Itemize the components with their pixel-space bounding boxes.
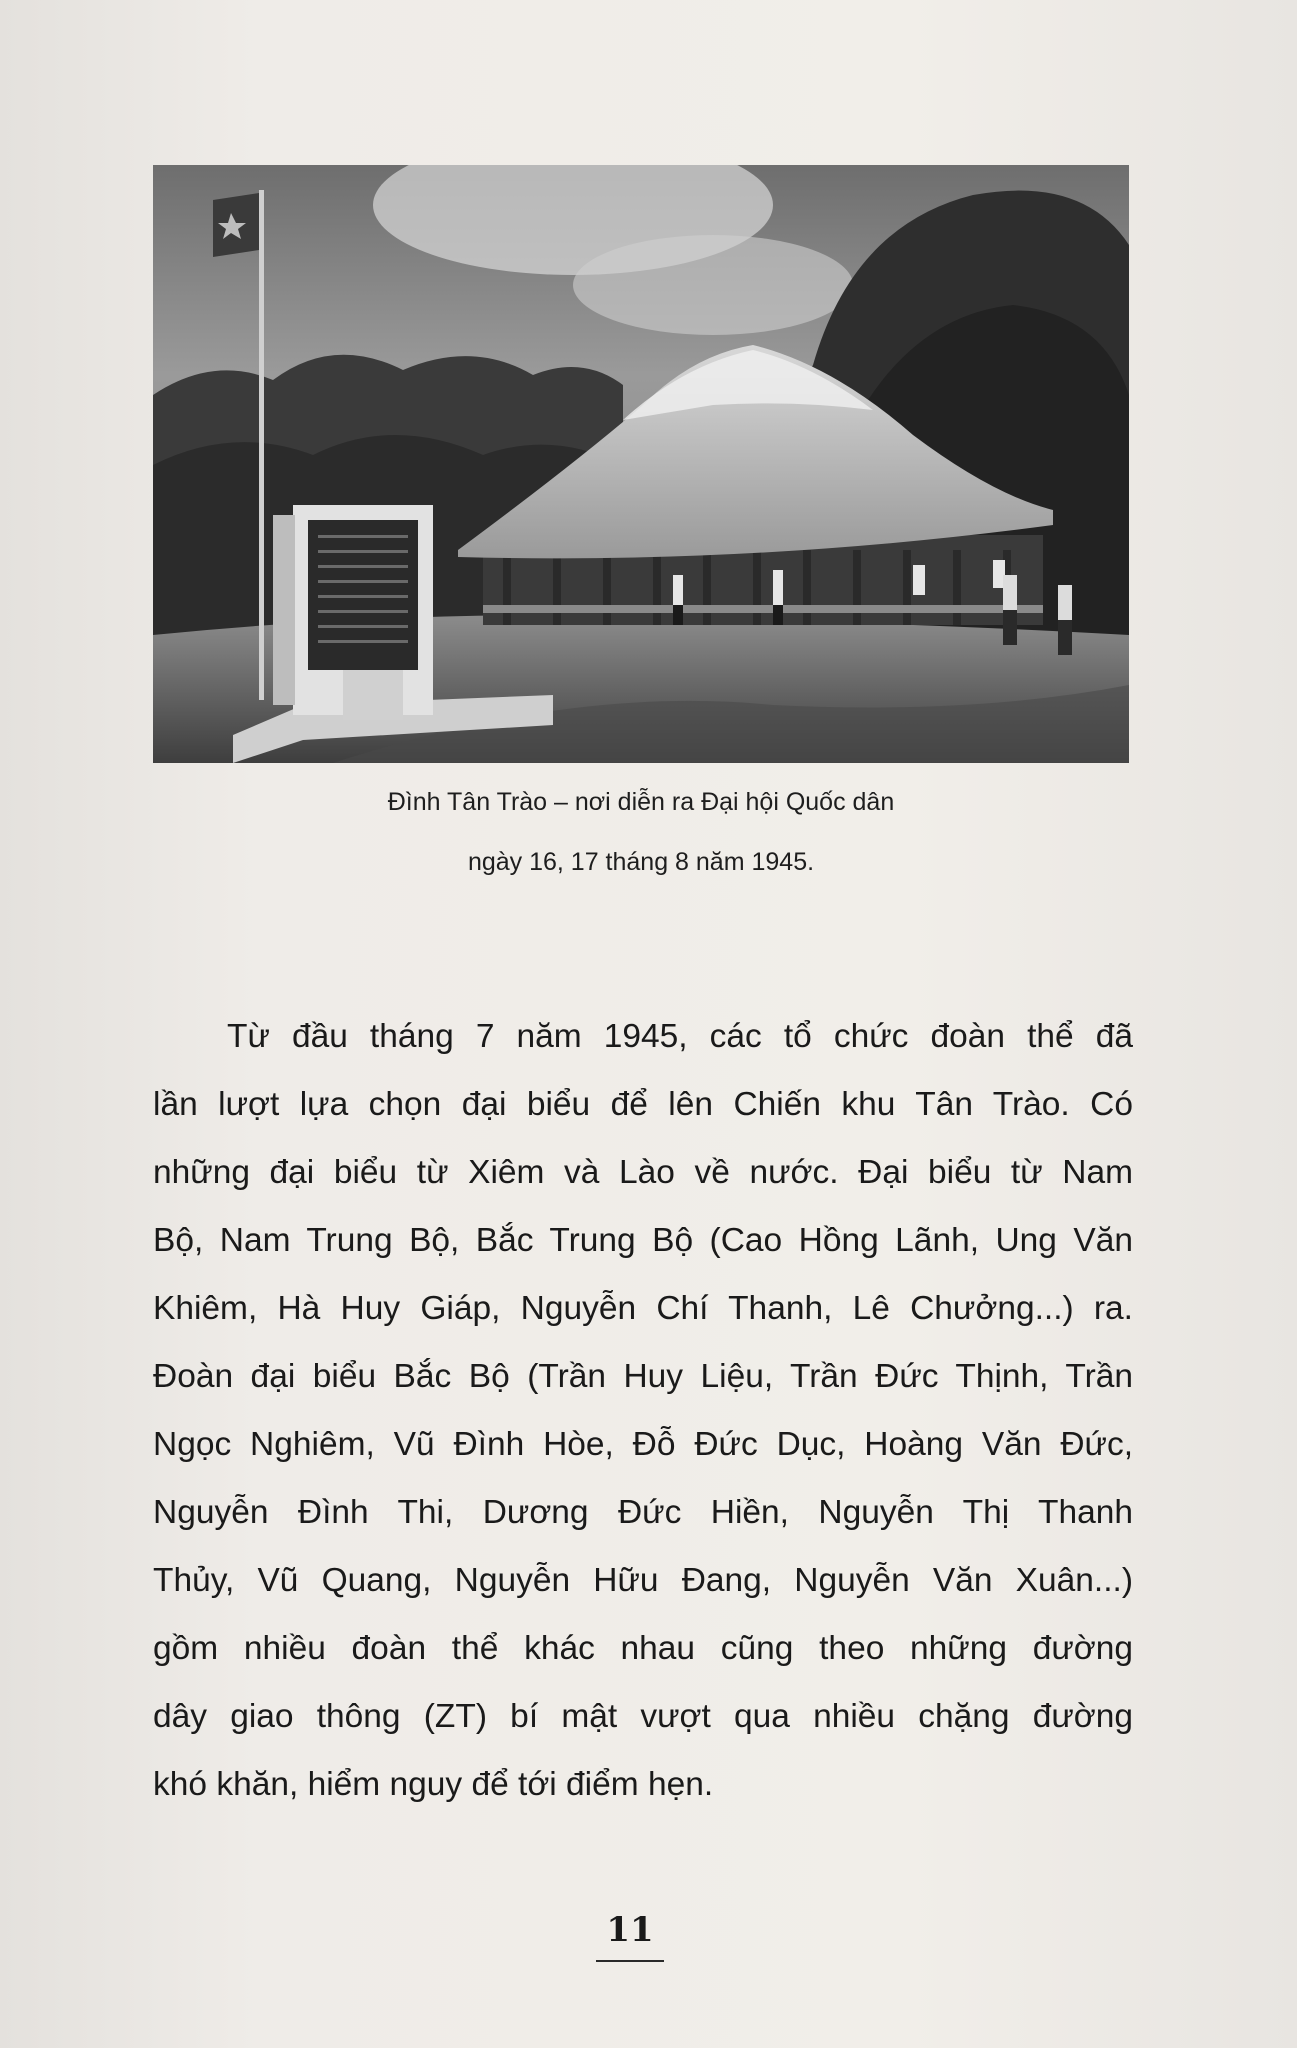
paragraph-line-3: những đại biểu từ Xiêm và Lào về nước. Đại biểu từ Nam xyxy=(153,1154,1133,1191)
paragraph-line-6: Đoàn đại biểu Bắc Bộ (Trần Huy Liệu, Trần Đức Thịnh, Trần xyxy=(153,1358,1133,1395)
paragraph-line-12: khó khăn, hiểm nguy để tới điểm hẹn. xyxy=(153,1766,714,1803)
paragraph-line-7: Ngọc Nghiêm, Vũ Đình Hòe, Đỗ Đức Dục, Hoàng Văn Đức, xyxy=(153,1426,1133,1463)
historical-photo-tan-trao-communal-house xyxy=(153,165,1129,763)
paragraph-line-9: Thủy, Vũ Quang, Nguyễn Hữu Đang, Nguyễn Văn Xuân...) xyxy=(153,1562,1133,1599)
paragraph-line-11: dây giao thông (ZT) bí mật vượt qua nhiều chặng đường xyxy=(153,1698,1133,1735)
photo-caption-line-2: ngày 16, 17 tháng 8 năm 1945. xyxy=(467,848,815,876)
page-number-underline xyxy=(596,1960,664,1962)
page-number: 11 xyxy=(606,1910,654,1950)
paragraph-line-4: Bộ, Nam Trung Bộ, Bắc Trung Bộ (Cao Hồng Lãnh, Ung Văn xyxy=(153,1222,1133,1259)
paragraph-line-1: Từ đầu tháng 7 năm 1945, các tổ chức đoàn thể đã xyxy=(227,1018,1133,1055)
paragraph-line-10: gồm nhiều đoàn thể khác nhau cũng theo những đường xyxy=(153,1630,1133,1667)
paragraph-line-5: Khiêm, Hà Huy Giáp, Nguyễn Chí Thanh, Lê Chưởng...) ra. xyxy=(153,1290,1133,1327)
paragraph-line-8: Nguyễn Đình Thi, Dương Đức Hiền, Nguyễn Thị Thanh xyxy=(153,1494,1133,1531)
photo-caption-line-1: Đình Tân Trào – nơi diễn ra Đại hội Quốc dân xyxy=(387,788,895,816)
paragraph-line-2: lần lượt lựa chọn đại biểu để lên Chiến khu Tân Trào. Có xyxy=(153,1086,1133,1123)
